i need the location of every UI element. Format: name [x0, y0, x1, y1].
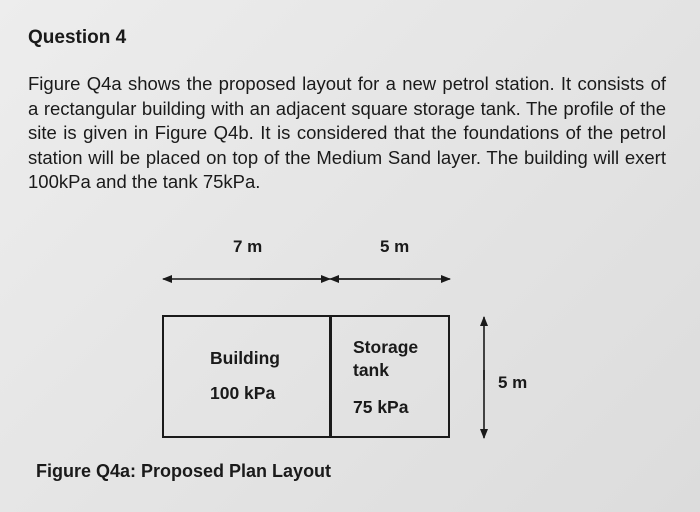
tank-depth-label: 5 m: [498, 373, 528, 392]
building-pressure: 100 kPa: [210, 383, 276, 403]
question-paragraph: Figure Q4a shows the proposed layout for a new petrol station. It consists of a rectangular building with an adjacent square storage tank. The profile of the site is given in Figure Q4b. It is considered that the foundations of the petrol station will be placed on top of the Medium Sand layer. The building will exert 100kPa and the tank 75kPa.: [28, 73, 666, 192]
storage-tank-box: [329, 315, 450, 438]
question-heading: Question 4: [28, 27, 127, 48]
building-width-label: 7 m: [233, 237, 263, 256]
building-name: Building: [210, 348, 280, 368]
tank-name-line2: tank: [353, 360, 389, 380]
tank-width-label: 5 m: [380, 237, 410, 256]
tank-name-line1: Storage: [353, 337, 419, 357]
tank-pressure: 75 kPa: [353, 397, 409, 417]
figure-caption: Figure Q4a: Proposed Plan Layout: [36, 461, 332, 481]
building-box: [162, 315, 332, 438]
